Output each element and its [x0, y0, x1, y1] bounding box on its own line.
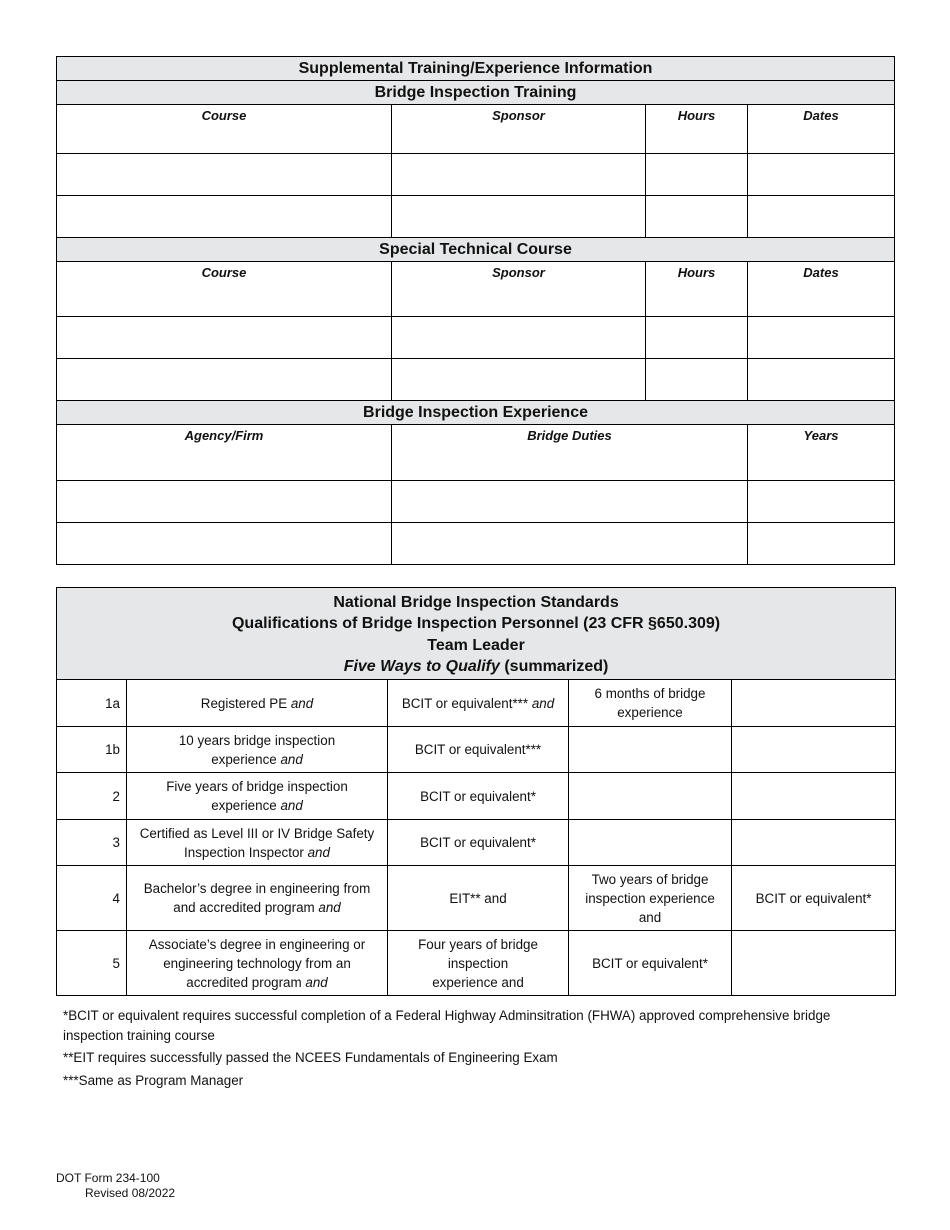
qualify-requirement-2: BCIT or equivalent* [388, 773, 569, 820]
qualify-requirement-2: BCIT or equivalent*** [388, 727, 569, 773]
special-row-2 [57, 359, 895, 401]
special-dates-field[interactable] [748, 359, 895, 401]
qualify-requirement-3: 6 months of bridge experience [569, 680, 732, 727]
nbis-title: National Bridge Inspection Standards [333, 593, 619, 611]
experience-duties-field[interactable] [392, 523, 748, 565]
special-header-sponsor: Sponsor [392, 262, 646, 317]
special-sponsor-field[interactable] [392, 359, 646, 401]
special-hours-field[interactable] [646, 317, 748, 359]
qualify-requirement-4: BCIT or equivalent* [732, 866, 896, 931]
supplemental-title: Supplemental Training/Experience Information [57, 57, 895, 81]
form-number: DOT Form 234-100 [56, 1171, 160, 1185]
training-hours-field[interactable] [646, 154, 748, 196]
special-sponsor-field[interactable] [392, 317, 646, 359]
experience-header-years: Years [748, 425, 895, 481]
experience-agency-field[interactable] [57, 481, 392, 523]
qualify-requirement-4 [732, 680, 896, 727]
training-header-dates: Dates [748, 105, 895, 154]
qualify-requirement-1: 10 years bridge inspection experience and [127, 727, 388, 773]
qualify-number: 2 [57, 773, 127, 820]
qualify-row-3 [57, 820, 896, 866]
footnote-bcit: *BCIT or equivalent requires successful completion of a Federal Highway Adminsitration (FHWA) approved comprehensive bridge inspection training course [63, 1008, 831, 1043]
qualify-number: 3 [57, 820, 127, 866]
qualify-row-1b [57, 727, 896, 773]
qualify-requirement-4 [732, 820, 896, 866]
training-header-sponsor: Sponsor [392, 105, 646, 154]
experience-title: Bridge Inspection Experience [57, 401, 895, 425]
qualify-requirement-2: BCIT or equivalent*** and [388, 680, 569, 727]
experience-row-1 [57, 481, 895, 523]
qualify-requirement-3: BCIT or equivalent* [569, 931, 732, 996]
training-course-field[interactable] [57, 154, 392, 196]
training-header-course: Course [57, 105, 392, 154]
special-course-field[interactable] [57, 359, 392, 401]
qualify-requirement-1: Bachelor’s degree in engineering from and accredited program and [127, 866, 388, 931]
qualify-requirement-3 [569, 820, 732, 866]
qualify-row-4 [57, 866, 896, 931]
qualify-requirement-3 [569, 727, 732, 773]
special-header-dates: Dates [748, 262, 895, 317]
bridge-training-title: Bridge Inspection Training [57, 81, 895, 105]
qualify-requirement-4 [732, 727, 896, 773]
training-dates-field[interactable] [748, 196, 895, 238]
qualify-requirement-4 [732, 931, 896, 996]
training-hours-field[interactable] [646, 196, 748, 238]
training-row-1 [57, 154, 895, 196]
training-course-field[interactable] [57, 196, 392, 238]
qualify-row-2 [57, 773, 896, 820]
qualify-requirement-1: Five years of bridge inspection experience and [127, 773, 388, 820]
experience-years-field[interactable] [748, 523, 895, 565]
experience-header-duties: Bridge Duties [392, 425, 748, 481]
special-dates-field[interactable] [748, 317, 895, 359]
nbis-ways-italic: Five Ways to Qualify [343, 658, 500, 675]
form-identifier [56, 1171, 175, 1200]
nbis-subtitle: Qualifications of Bridge Inspection Personnel (23 CFR §650.309) [231, 615, 721, 632]
special-header-hours: Hours [646, 262, 748, 317]
qualify-requirement-1: Certified as Level III or IV Bridge Safety Inspection Inspector and [127, 820, 388, 866]
special-row-1 [57, 317, 895, 359]
form-revised-date: Revised 08/2022 [85, 1185, 176, 1200]
training-row-2 [57, 196, 895, 238]
qualify-row-5 [57, 931, 896, 996]
nbis-ways-rest: (summarized) [499, 658, 609, 675]
experience-agency-field[interactable] [57, 523, 392, 565]
footnote-eit: **EIT requires successfully passed the NCEES Fundamentals of Engineering Exam [63, 1050, 558, 1065]
qualify-requirement-3 [569, 773, 732, 820]
qualify-row-1a [57, 680, 896, 727]
qualify-requirement-1: Associate’s degree in engineering or engineering technology from an accredited program and [127, 931, 388, 996]
qualify-number: 1a [57, 680, 127, 727]
qualify-requirement-2: EIT** and [388, 866, 569, 931]
experience-header-agency: Agency/Firm [57, 425, 392, 481]
experience-row-2 [57, 523, 895, 565]
nbis-header [57, 588, 896, 680]
qualify-number: 1b [57, 727, 127, 773]
experience-years-field[interactable] [748, 481, 895, 523]
qualify-number: 5 [57, 931, 127, 996]
qualify-requirement-2: Four years of bridge inspection experience and [388, 931, 569, 996]
footnotes [63, 1006, 883, 1093]
qualify-requirement-4 [732, 773, 896, 820]
qualify-requirement-1: Registered PE and [127, 680, 388, 727]
footnote-program-manager: ***Same as Program Manager [63, 1072, 244, 1088]
special-hours-field[interactable] [646, 359, 748, 401]
special-header-course: Course [57, 262, 392, 317]
training-dates-field[interactable] [748, 154, 895, 196]
nbis-qualifications-table [56, 587, 896, 996]
training-header-hours: Hours [646, 105, 748, 154]
nbis-role: Team Leader [427, 636, 525, 654]
experience-duties-field[interactable] [392, 481, 748, 523]
qualify-requirement-3: Two years of bridge inspection experience and [569, 866, 732, 931]
training-sponsor-field[interactable] [392, 154, 646, 196]
special-course-title: Special Technical Course [57, 238, 895, 262]
qualify-number: 4 [57, 866, 127, 931]
supplemental-info-table [56, 56, 895, 565]
training-sponsor-field[interactable] [392, 196, 646, 238]
special-course-field[interactable] [57, 317, 392, 359]
qualify-requirement-2: BCIT or equivalent* [388, 820, 569, 866]
nbis-ways-line [57, 656, 895, 678]
